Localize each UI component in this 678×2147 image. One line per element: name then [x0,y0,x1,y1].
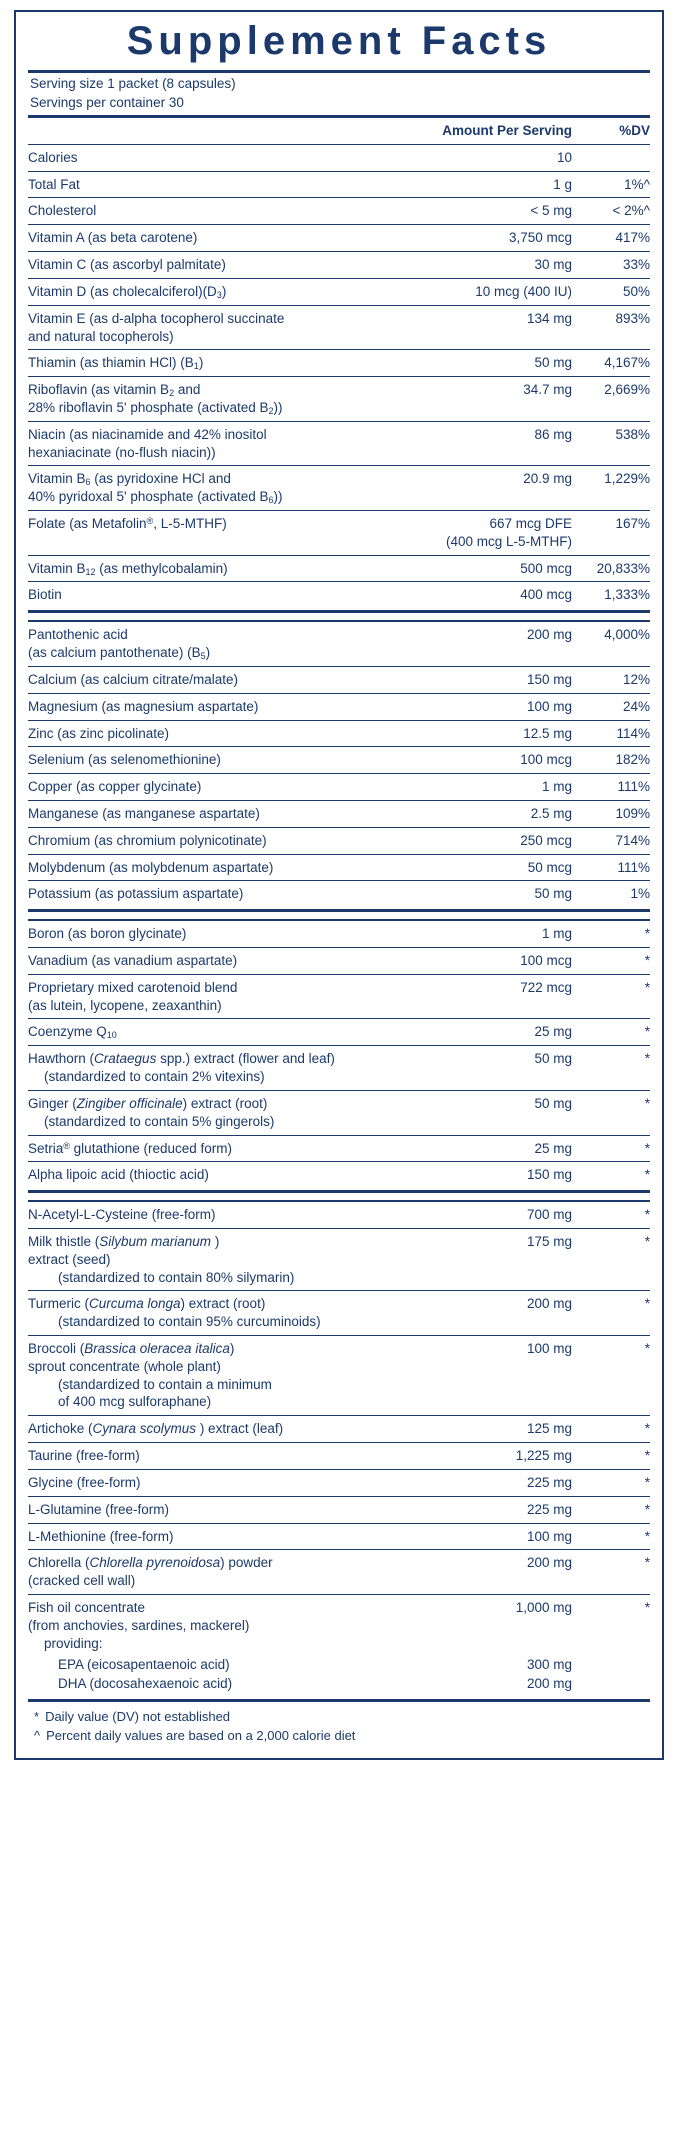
row-dv: * [572,1416,650,1443]
facts-group-vitamins [28,145,650,608]
row-name: Cholesterol [28,198,422,225]
row-dv [572,1656,650,1675]
row-name: Biotin [28,587,62,603]
row-amount: 134 mg [422,305,572,350]
row-name: Zinc (as zinc picolinate) [28,720,422,747]
row-name: Vitamin $B_6$ (as pyridoxine HCl and 40% pyridoxal 5' phosphate (activated $B_6$)) [28,466,422,511]
row-name: Vitamin E (as d-alpha tocopherol succinate and natural tocopherols) [28,305,422,350]
footnote-star-symbol: * [34,1709,40,1724]
row-amount: 225 mg [422,1469,572,1496]
row-name: Potassium (as potassium aspartate) [28,886,244,902]
table-row [28,1496,650,1523]
row-name: Alpha lipoic acid (thioctic acid) [28,1167,209,1183]
row-amount: 50 mg [422,1046,572,1091]
row-amount: 30 mg [422,252,572,279]
row-dv: 1% [630,886,650,902]
table-row [28,1019,650,1046]
row-dv: * [572,1135,650,1162]
row-amount: 100 mg [422,1336,572,1416]
row-name: Copper (as copper glycinate) [28,774,422,801]
row-amount: 150 mg [526,1167,572,1183]
row-name: Thiamin (as thiamin HCl) $(B_1)$ [28,350,422,377]
row-dv: 24% [572,693,650,720]
row-name: Vitamin D (as $cholecalciferol)(D_3)$ [28,278,422,305]
row-name: Chromium (as chromium polynicotinate) [28,827,422,854]
table-row [28,948,650,975]
spacer-1 [28,613,650,620]
row-amount: 50 mg [422,350,572,377]
row-dv: 33% [572,252,650,279]
table-row [28,198,650,225]
row-name: Vitamin A (as beta carotene) [28,225,422,252]
header-amount: Amount Per Serving [422,118,572,144]
row-dv [572,145,650,171]
table-row [28,622,650,666]
spacer-2 [28,912,650,919]
row-dv: 893% [572,305,650,350]
footnote-caret [34,1727,650,1746]
row-dv: * [572,974,650,1019]
facts-table-head [28,118,650,145]
row-dv: * [644,1599,650,1615]
row-dv: * [572,1443,650,1470]
table-row [28,693,650,720]
row-name: Selenium (as selenomethionine) [28,747,422,774]
table-row [28,1469,650,1496]
row-amount: 500 mcg [422,555,572,582]
row-dv: 182% [572,747,650,774]
row-dv: 20,833% [572,555,650,582]
footnote-caret-symbol: ^ [34,1727,41,1743]
row-name: Calories [28,145,422,171]
row-amount: 86 mg [422,421,572,466]
row-amount: 2.5 mg [422,800,572,827]
facts-group-amino-and-extracts [28,1202,650,1697]
table-row [28,145,650,171]
row-dv: 1%^ [572,171,650,198]
table-row [28,511,650,556]
row-name: Broccoli (Brassica oleracea italica) sprout concentrate (whole plant) (standardized to contain a minimum of 400 mcg sulforaphane) [28,1336,422,1416]
row-amount: 3,750 mcg [422,225,572,252]
row-amount: 1 mg [422,921,572,947]
row-dv: 114% [572,720,650,747]
table-row [28,582,650,608]
row-dv: 1,333% [604,587,650,603]
table-row [28,1656,650,1675]
table-row [28,555,650,582]
row-dv: 50% [572,278,650,305]
facts-outer-frame [14,10,664,1760]
row-dv: * [572,1202,650,1228]
table-row [28,1416,650,1443]
table-row [28,881,650,907]
row-name: EPA (eicosapentaenoic acid) [58,1657,230,1673]
table-row [28,305,650,350]
table-row [28,747,650,774]
row-name: Proprietary mixed carotenoid blend (as lutein, lycopene, zeaxanthin) [28,974,422,1019]
row-name: L-Methionine (free-form) [28,1523,422,1550]
row-name: Calcium (as calcium citrate/malate) [28,666,422,693]
table-row [28,252,650,279]
row-dv: < 2%^ [572,198,650,225]
row-amount: 125 mg [422,1416,572,1443]
row-amount: 722 mcg [422,974,572,1019]
row-name: Niacin (as niacinamide and 42% inositol hexaniacinate (no-flush niacin)) [28,421,422,466]
row-name: Magnesium (as magnesium aspartate) [28,693,422,720]
row-dv: * [572,1046,650,1091]
row-amount: 250 mcg [422,827,572,854]
row-amount: 1 mg [422,774,572,801]
table-row [28,1550,650,1595]
table-row [28,854,650,881]
row-dv: 4,000% [572,622,650,666]
row-dv: * [572,1019,650,1046]
table-row [28,278,650,305]
row-amount: 200 mg [422,1550,572,1595]
page-title: Supplement Facts [126,19,552,63]
row-amount: 667 mcg DFE (400 mcg L-5-MTHF) [422,511,572,556]
row-amount: 175 mg [422,1228,572,1290]
row-amount: 10 [422,145,572,171]
table-row [28,921,650,947]
row-dv: 4,167% [572,350,650,377]
row-dv: * [572,1090,650,1135]
table-row [28,466,650,511]
row-dv: 111% [572,854,650,881]
table-row [28,421,650,466]
row-amount: 50 mcg [422,854,572,881]
row-dv: * [572,1336,650,1416]
row-amount: 200 mg [526,1676,572,1692]
row-name: Vitamin C (as ascorbyl palmitate) [28,252,422,279]
table-row [28,1291,650,1336]
row-name: DHA (docosahexaenoic acid) [58,1676,233,1692]
row-amount: 34.7 mg [422,377,572,422]
table-row [28,800,650,827]
row-dv: 109% [572,800,650,827]
row-name: Setria® glutathione (reduced form) [28,1135,422,1162]
row-dv: 538% [572,421,650,466]
row-amount: 1,225 mg [422,1443,572,1470]
table-row [28,171,650,198]
row-amount: 20.9 mg [422,466,572,511]
table-row [28,1162,650,1188]
row-amount: 100 mg [422,693,572,720]
row-name: Boron (as boron glycinate) [28,921,422,947]
row-dv: 12% [572,666,650,693]
table-header-row [28,118,650,144]
row-dv: * [572,1496,650,1523]
row-amount: 10 mcg (400 IU) [422,278,572,305]
row-dv: 417% [572,225,650,252]
row-amount: 100 mcg [422,747,572,774]
header-dv: %DV [572,118,650,144]
row-name: Pantothenic acid (as calcium pantothenate) $(B_5)$ [28,622,422,666]
row-dv: * [572,1523,650,1550]
row-amount: 1,000 mg [515,1599,572,1615]
row-amount: 225 mg [422,1496,572,1523]
row-dv: 1,229% [572,466,650,511]
row-amount: 300 mg [526,1657,572,1673]
row-amount: 50 mg [422,1090,572,1135]
footnotes [28,1702,650,1748]
row-dv: 167% [572,511,650,556]
row-name: L-Glutamine (free-form) [28,1496,422,1523]
row-name: Vanadium (as vanadium aspartate) [28,948,422,975]
spacer-3 [28,1193,650,1200]
row-amount: 25 mg [422,1135,572,1162]
row-dv: 2,669% [572,377,650,422]
row-name: Total Fat [28,171,422,198]
table-row [28,1336,650,1416]
row-amount: 200 mg [422,1291,572,1336]
facts-group-botanicals [28,921,650,1188]
row-dv: * [572,1291,650,1336]
row-amount: 25 mg [422,1019,572,1046]
row-name: Vitamin $B_{12}$ (as methylcobalamin) [28,555,422,582]
table-row [28,1228,650,1290]
servings-per-container-line: Servings per container 30 [30,95,184,110]
table-row [28,1443,650,1470]
row-name: Artichoke (Cynara scolymus ) extract (leaf) [28,1416,422,1443]
row-name: Taurine (free-form) [28,1443,422,1470]
table-row [28,1090,650,1135]
row-dv: * [572,1228,650,1290]
row-amount: 1 g [422,171,572,198]
header-blank [28,118,422,144]
row-name: Fish oil concentrate (from anchovies, sardines, mackerel) providing: [28,1599,250,1651]
footnote-caret-text: Percent daily values are based on a 2,000 calorie diet [46,1727,356,1743]
table-row [28,774,650,801]
row-dv: 111% [572,774,650,801]
row-dv: * [572,948,650,975]
row-amount: 150 mg [422,666,572,693]
table-row [28,720,650,747]
row-amount: 400 mcg [520,587,572,603]
row-amount: 100 mg [422,1523,572,1550]
table-row [28,350,650,377]
row-name: Milk thistle (Silybum marianum ) extract (seed) (standardized to contain 80% silymarin) [28,1228,422,1290]
row-dv: * [644,1167,650,1183]
row-amount: 700 mg [422,1202,572,1228]
row-amount: 50 mg [534,886,572,902]
table-row [28,1523,650,1550]
row-name: Hawthorn (Crataegus spp.) extract (flower and leaf) (standardized to contain 2% vitexins) [28,1046,422,1091]
serving-size-line: Serving size 1 packet (8 capsules) [30,76,236,91]
table-row [28,1594,650,1656]
row-dv: 714% [572,827,650,854]
table-row [28,1202,650,1228]
table-row [28,1675,650,1697]
footnote-star-text: Daily value (DV) not established [45,1709,231,1724]
row-name: Chlorella (Chlorella pyrenoidosa) powder (cracked cell wall) [28,1550,422,1595]
row-dv [572,1675,650,1697]
row-name: Folate (as Metafolin®, L-5-MTHF) [28,511,422,556]
row-amount: 100 mcg [422,948,572,975]
row-dv: * [572,1469,650,1496]
row-name: N-Acetyl-L-Cysteine (free-form) [28,1202,422,1228]
table-row [28,666,650,693]
row-name: Ginger (Zingiber officinale) extract (root) (standardized to contain 5% gingerols) [28,1090,422,1135]
row-amount: 200 mg [422,622,572,666]
table-row [28,1046,650,1091]
table-row [28,377,650,422]
row-amount: < 5 mg [422,198,572,225]
row-name: Riboflavin (as vitamin $B_2$ and 28% riboflavin 5' phosphate (activated $B_2$)) [28,377,422,422]
row-amount: 12.5 mg [422,720,572,747]
footnote-star [34,1708,650,1727]
table-row [28,974,650,1019]
table-row [28,1135,650,1162]
row-dv: * [572,1550,650,1595]
row-name: Glycine (free-form) [28,1469,422,1496]
table-row [28,827,650,854]
facts-group-minerals [28,622,650,907]
row-name: Manganese (as manganese aspartate) [28,800,422,827]
row-name: Molybdenum (as molybdenum aspartate) [28,854,422,881]
table-row [28,225,650,252]
row-dv: * [572,921,650,947]
row-name: Turmeric (Curcuma longa) extract (root) (standardized to contain 95% curcuminoids) [28,1291,422,1336]
row-name: Coenzyme $Q_{10}$ [28,1019,422,1046]
